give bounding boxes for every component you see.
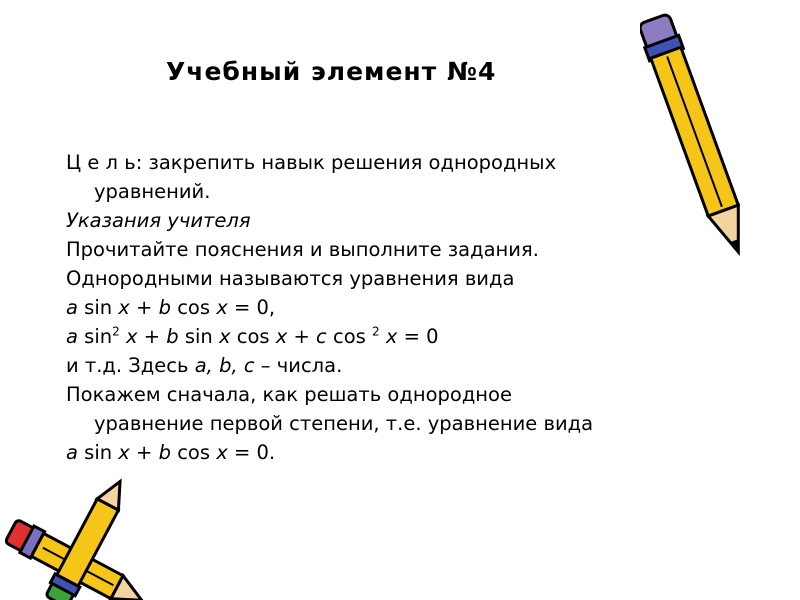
goal-line	[66, 148, 726, 177]
params-suffix: – числа.	[260, 354, 343, 377]
equation-3	[66, 438, 726, 467]
show-first-line: Покажем сначала, как решать однородное	[66, 383, 512, 406]
instructions-text: Прочитайте пояснения и выполните задания.	[66, 238, 539, 261]
crossed-pencils-icon	[0, 478, 170, 600]
coef-a: a	[66, 325, 78, 348]
op-plus: +	[143, 325, 161, 348]
op-plus: +	[136, 441, 153, 464]
func-cos: cos	[177, 296, 210, 319]
var-x: x	[216, 441, 228, 464]
coef-b: b	[158, 296, 171, 319]
func-sin: $\sin^2$	[84, 324, 120, 348]
teacher-instructions-heading: Указания учителя	[66, 209, 251, 232]
page-title: Учебный элемент №4	[166, 57, 497, 86]
coef-c: c	[316, 325, 327, 348]
op-plus: +	[136, 296, 153, 319]
var-x: x	[216, 296, 228, 319]
var-x: x	[118, 441, 130, 464]
func-cos: cos $^2$	[332, 324, 380, 348]
exponent: 2	[112, 324, 120, 339]
coef-a: a	[66, 441, 78, 464]
exponent: 2	[371, 324, 380, 339]
goal-text: закрепить навык решения однородных	[148, 151, 557, 174]
var-x: x	[275, 325, 288, 348]
goal-label: Ц е л ь:	[66, 151, 143, 174]
param-c: c	[243, 354, 255, 377]
func-cos: cos	[177, 441, 210, 464]
pencil-tip	[708, 205, 753, 257]
coef-b: b	[158, 441, 171, 464]
pencil-icon	[640, 0, 760, 270]
func-sin: sin	[84, 441, 113, 464]
coef-b: b	[166, 325, 179, 348]
var-x: x	[118, 296, 130, 319]
goal-line-cont	[66, 177, 726, 206]
coef-a: a	[66, 296, 78, 319]
eq-rhs: = 0,	[233, 296, 276, 319]
params-prefix: и т.д. Здесь	[66, 354, 189, 377]
show-first-line-cont: уравнение первой степени, т.е. уравнение вида	[94, 412, 594, 435]
var-x: x	[385, 325, 398, 348]
equation-2	[66, 322, 726, 351]
slide-body	[66, 148, 726, 467]
func-sin: sin	[84, 296, 113, 319]
func-cos: cos	[236, 325, 270, 348]
var-x: x	[125, 325, 138, 348]
var-x: x	[218, 325, 231, 348]
params-line	[66, 351, 726, 380]
op-plus: +	[293, 325, 310, 348]
param-a: a,	[194, 354, 213, 377]
equation-1	[66, 293, 726, 322]
eq-rhs: = 0.	[233, 441, 276, 464]
func-sin: sin	[184, 325, 213, 348]
eq-rhs: = 0	[403, 325, 439, 348]
definition-text: Однородными называются уравнения вида	[66, 267, 515, 290]
goal-text-cont: уравнений.	[94, 180, 211, 203]
param-b: b,	[219, 354, 238, 377]
